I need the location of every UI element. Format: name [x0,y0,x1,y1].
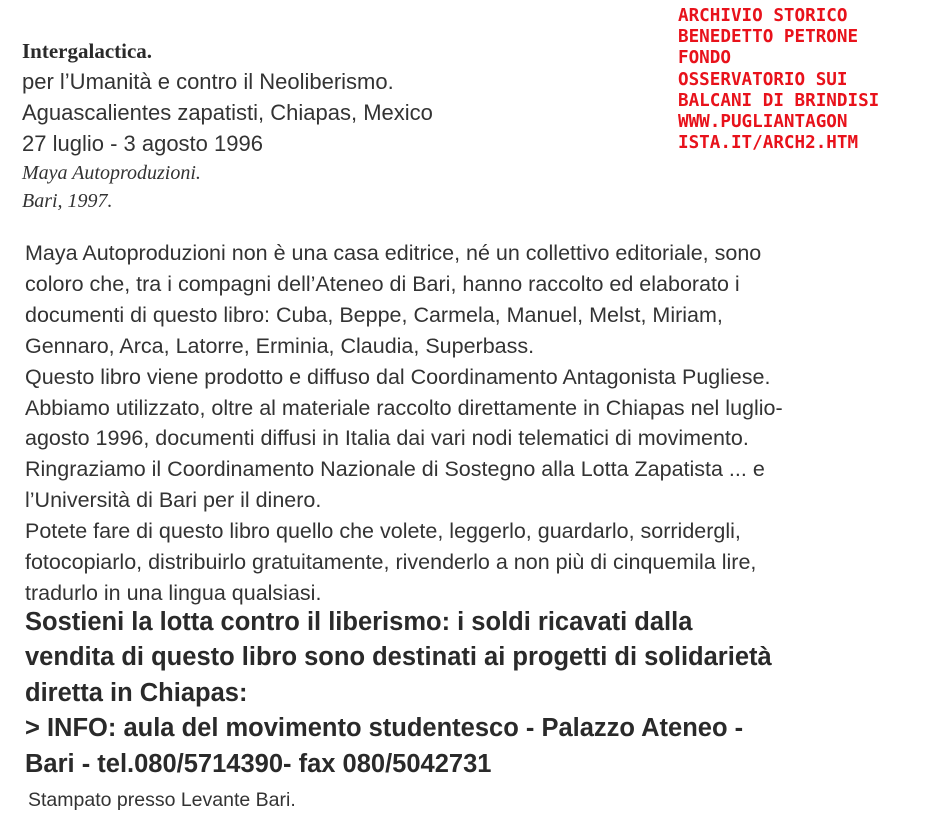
stamp-line: FONDO [678,48,731,69]
stamp-line: ISTA.IT/ARCH2.HTM [678,133,859,154]
book-header [22,36,433,215]
body-paragraphs [25,238,930,609]
body-line: Ringraziamo il Coordinamento Nazionale di Sostegno alla Lotta Zapatista ... e [25,457,765,482]
body-line: Questo libro viene prodotto e diffuso dal Coordinamento Antagonista Pugliese. [25,364,771,389]
archive-stamp [678,6,934,154]
stamp-line: WWW.PUGLIANTAGON [678,112,848,133]
body-line: coloro che, tra i compagni dell’Ateneo di Bari, hanno raccolto ed elaborato i [25,271,740,296]
body-line: Potete fare di questo libro quello che volete, leggerlo, guardarlo, sorridergli, [25,519,741,544]
stamp-line: OSSERVATORIO SUI [678,69,848,90]
book-subtitle-line: per l’Umanità e contro il Neoliberismo. [22,69,394,94]
book-publisher: Maya Autoproduzioni. [22,162,201,184]
book-subtitle-line: Aguascalientes zapatisti, Chiapas, Mexico [22,100,433,125]
book-title: Intergalactica. [22,39,153,63]
body-line: Maya Autoproduzioni non è una casa editrice, né un collettivo editoriale, sono [25,241,762,265]
body-line: documenti di questo libro: Cuba, Beppe, Carmela, Manuel, Melst, Miriam, [25,302,723,327]
printer-note: Stampato presso Levante Bari. [28,789,296,811]
body-line: agosto 1996, documenti diffusi in Italia dai vari nodi telematici di movimento. [25,426,749,451]
body-line: Gennaro, Arca, Latorre, Erminia, Claudia, Superbass. [25,333,535,358]
stamp-line: BALCANI DI BRINDISI [678,90,880,111]
body-line: tradurlo in una lingua qualsiasi. [25,580,322,605]
body-line: Abbiamo utilizzato, oltre al materiale raccolto direttamente in Chiapas nel luglio- [25,395,783,420]
appeal-line: vendita di questo libro sono destinati ai progetti di solidarietà [25,643,772,672]
info-line: > INFO: aula del movimento studentesco - Palazzo Ateneo - [25,714,744,743]
book-dates: 27 luglio - 3 agosto 1996 [22,131,263,156]
body-line: l’Università di Bari per il dinero. [25,488,322,513]
book-place-year: Bari, 1997. [22,190,113,212]
contact-line: Bari - tel.080/5714390- fax 080/5042731 [25,749,492,778]
appeal-line: Sostieni la lotta contro il liberismo: i soldi ricavati dalla [25,608,693,636]
stamp-line: BENEDETTO PETRONE [678,27,859,48]
stamp-line: ARCHIVIO STORICO [678,6,848,26]
solidarity-appeal [25,605,935,782]
appeal-line: diretta in Chiapas: [25,678,248,707]
body-line: fotocopiarlo, distribuirlo gratuitamente, rivenderlo a non più di cinquemila lire, [25,550,757,575]
